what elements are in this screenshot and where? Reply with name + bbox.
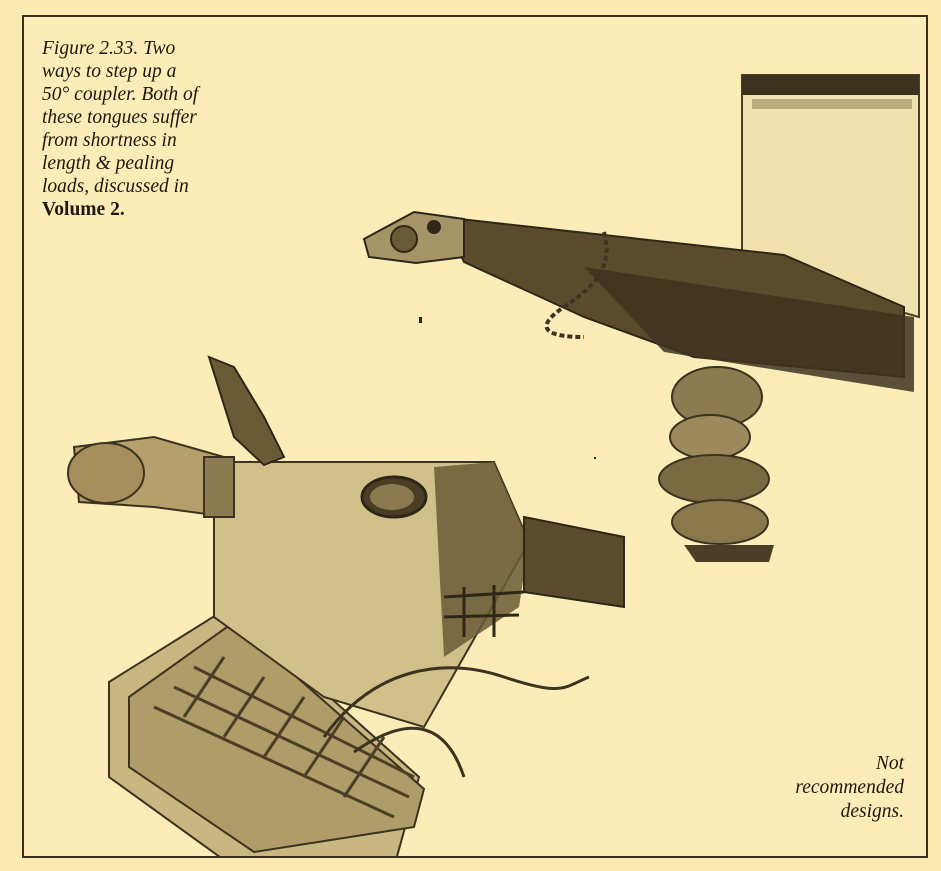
note-line: recommended: [795, 777, 904, 798]
note-line: designs.: [840, 801, 904, 822]
caption-line: ways to step up a: [42, 61, 177, 82]
note-line: Not: [875, 753, 904, 774]
caption-volume-reference: Volume 2.: [42, 199, 125, 220]
caption-line: these tongues suffer: [42, 107, 197, 128]
caption-line: loads, discussed in: [42, 176, 189, 197]
caption-line: 50° coupler. Both of: [42, 84, 199, 105]
not-recommended-note: [724, 752, 904, 824]
figure-frame: [22, 15, 928, 858]
caption-line: from shortness in: [42, 130, 177, 151]
caption-line: Figure 2.33. Two: [42, 38, 176, 59]
left-tongue-assembly: [68, 317, 624, 858]
figure-caption: [42, 37, 242, 221]
caption-line: length & pealing: [42, 153, 175, 174]
